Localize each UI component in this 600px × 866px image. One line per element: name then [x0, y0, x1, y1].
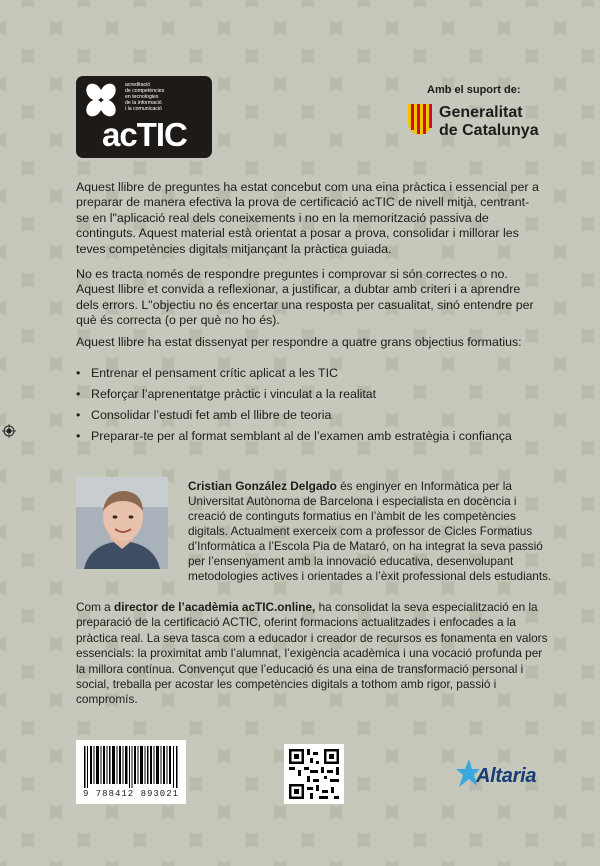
intro-paragraph-1: Aquest llibre de preguntes ha estat concebut com una eina pràctica i essencial per a preparar de manera efectiva la prova de certificació acTIC de nivell mitjà, centrant-se en l"aplicació real dels coneixements i no en la memorització passiva de continguts. Aquest material està orientat a posar a prova, consolidar i millorar les teves competències digitals mitjançant la pràctica guiada.	[76, 180, 539, 256]
author-name: Cristian González Delgado	[188, 479, 337, 493]
career-prefix: Com a	[76, 600, 115, 614]
qr-code-icon	[284, 744, 344, 804]
publisher-logo: Altaria	[476, 765, 537, 787]
actic-logo-word: acTIC	[102, 116, 187, 153]
actic-logo-subtitle: acreditació de competències en tecnologies de la informació i la comunicació	[125, 82, 165, 112]
career-text: ha consolidat la seva especialització en la preparació de la certificació ACTIC, oferint formacions actualitzades i enfocades a la pràctica real. La seva tasca com a educador i creador de recursos es fonamenta en valors essencials: la proximitat amb l’alumnat, l’exigència acadèmica i una vocació profunda per la millora contínua. Convençut que l’educació és una eina de transformació personal i social, treballa per acostar les competències digitals a tothom amb rigor, passió i compromís.	[76, 600, 548, 707]
intro-paragraph-3: Aquest llibre ha estat dissenyat per respondre a quatre grans objectius formatius:	[76, 335, 522, 349]
author-bio	[188, 479, 554, 584]
author-bio-text: és enginyer en Informàtica per la Universitat Autònoma de Barcelona i especialista en docència i creació de continguts formatius en l’àmbit de les competències digitals. Actualment exerceix com a professor de Cicles Formatius d’Informàtica a l’Escola Pia de Mataró, on ha integrat la seva passió per l’ensenyament amb la innovació educativa, desenvolupant metodologies actives i orientades a l’èxit professional dels estudiants.	[188, 479, 552, 583]
isbn-number: 9 788412 893021	[82, 789, 179, 799]
generalitat-name: Generalitat de Catalunya	[439, 104, 539, 139]
list-item: • Reforçar l’aprenentatge pràctic i vinculat a la realitat	[76, 387, 556, 408]
support-label: Amb el suport de:	[427, 84, 521, 96]
career-role: director de l’acadèmia acTIC.online,	[114, 600, 316, 614]
author-photo	[76, 477, 168, 569]
barcode	[76, 740, 186, 804]
list-item: • Preparar-te per al format semblant al de l’examen amb estratègia i confiança	[76, 429, 556, 450]
registration-mark-icon	[2, 424, 16, 438]
generalitat-flag-icon	[406, 102, 434, 136]
intro-paragraph-2: No es tracta només de respondre preguntes i comprovar si són correctes o no. Aquest llibre et convida a reflexionar, a justificar, a dubtar amb criteri i a aprendre dels errors. L"objectiu no és encertar una resposta per casualitat, sinó entendre per què és correcta (o per què no ho és).	[76, 267, 534, 328]
qr-code[interactable]	[284, 744, 344, 804]
objectives-list	[76, 366, 556, 450]
author-career	[76, 600, 554, 708]
list-item: • Entrenar el pensament crític aplicat a les TIC	[76, 366, 556, 387]
actic-logo	[76, 76, 212, 158]
author-portrait-icon	[76, 477, 168, 569]
actic-flower-icon	[81, 81, 121, 121]
barcode-icon	[84, 746, 178, 788]
list-item: • Consolidar l’estudi fet amb el llibre de teoria	[76, 408, 556, 429]
